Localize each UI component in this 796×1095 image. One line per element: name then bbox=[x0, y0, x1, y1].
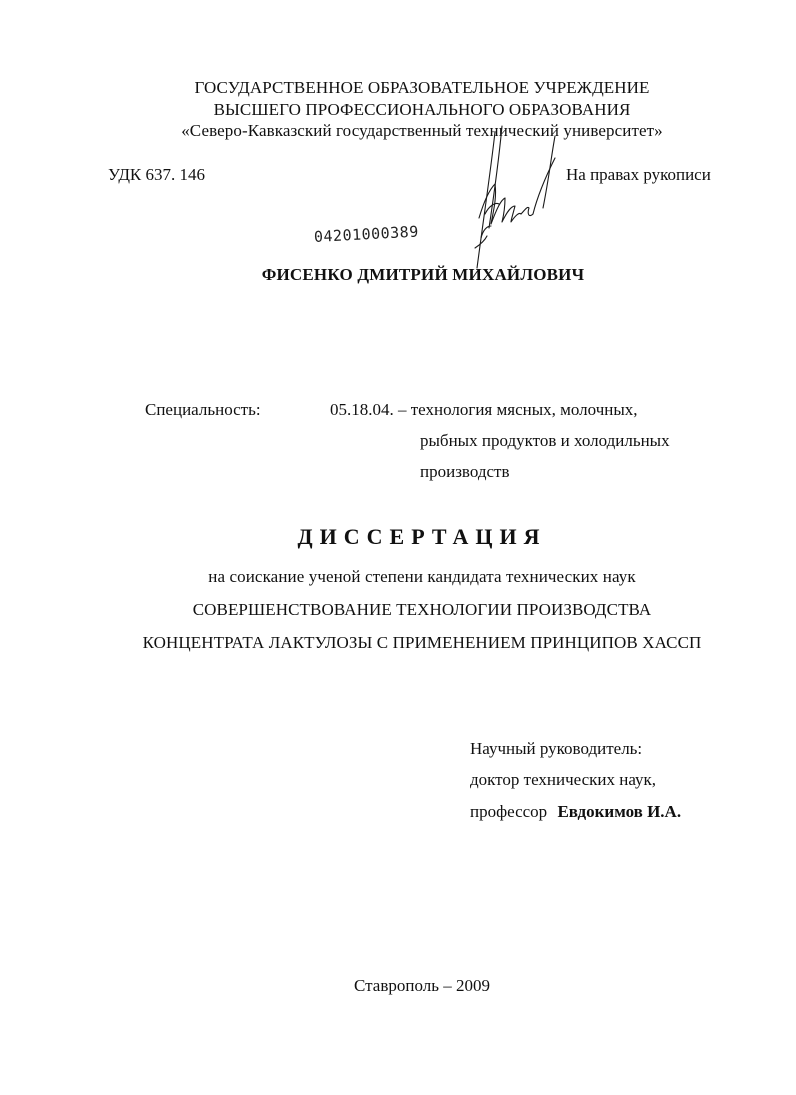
author-name: ФИСЕНКО ДМИТРИЙ МИХАЙЛОВИЧ bbox=[261, 265, 585, 284]
registration-stamp: 04201000389 bbox=[313, 222, 420, 246]
specialty-label: Специальность: bbox=[145, 400, 261, 419]
title-line-1: СОВЕРШЕНСТВОВАНИЕ ТЕХНОЛОГИИ ПРОИЗВОДСТВА bbox=[192, 600, 652, 619]
specialty-line-3: производств bbox=[420, 462, 510, 481]
institution-line-1: ГОСУДАРСТВЕННОЕ ОБРАЗОВАТЕЛЬНОЕ УЧРЕЖДЕНИЕ bbox=[194, 78, 650, 97]
udk-code: УДК 637. 146 bbox=[108, 165, 206, 184]
institution-line-2: ВЫСШЕГО ПРОФЕССИОНАЛЬНОГО ОБРАЗОВАНИЯ bbox=[213, 100, 631, 119]
supervisor-label: Научный руководитель: bbox=[470, 739, 643, 758]
supervisor-rank: профессор bbox=[470, 802, 548, 821]
signature-icon bbox=[455, 118, 575, 278]
document-type: ДИССЕРТАЦИЯ bbox=[297, 524, 547, 549]
specialty-line-1: 05.18.04. – технология мясных, молочных, bbox=[330, 400, 638, 419]
specialty-line-2: рыбных продуктов и холодильных bbox=[420, 431, 670, 450]
city-year: Ставрополь – 2009 bbox=[354, 976, 490, 995]
supervisor-name: Евдокимов И.А. bbox=[557, 802, 682, 821]
supervisor-degree: доктор технических наук, bbox=[470, 770, 657, 789]
degree-line: на соискание ученой степени кандидата технических наук bbox=[208, 567, 636, 586]
rights-note: На правах рукописи bbox=[566, 165, 711, 184]
supervisor-line bbox=[470, 801, 681, 823]
title-line-2: КОНЦЕНТРАТА ЛАКТУЛОЗЫ С ПРИМЕНЕНИЕМ ПРИНЦИПОВ ХАССП bbox=[142, 633, 702, 652]
institution-line-3: «Северо-Кавказский государственный технический университет» bbox=[181, 121, 663, 140]
